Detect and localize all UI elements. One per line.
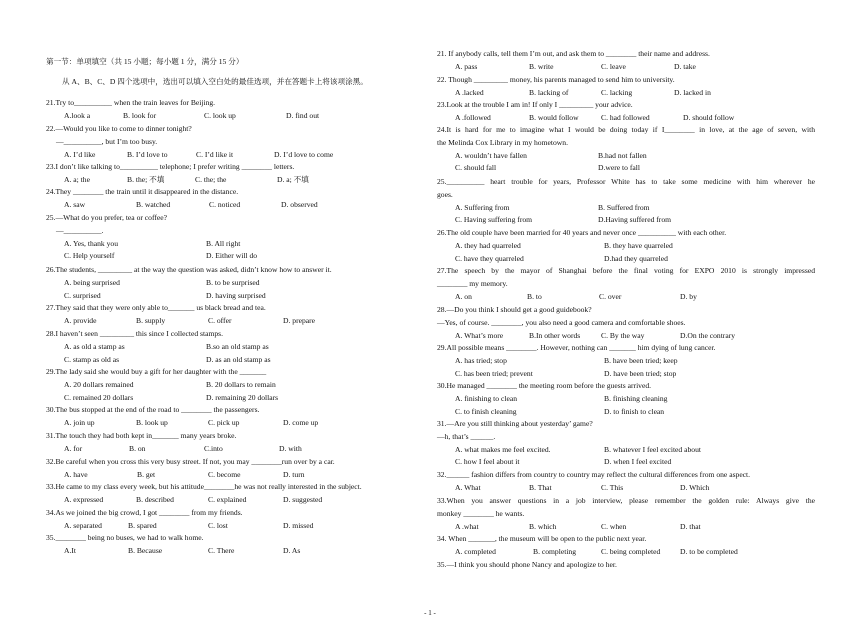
answer-option: B. would follow	[529, 112, 579, 122]
answer-option: B. look for	[123, 110, 157, 120]
answer-option: D. turn	[283, 469, 305, 479]
answer-option: A. expressed	[64, 494, 104, 504]
answer-option: D. have been tried; stop	[604, 368, 677, 378]
question-stem: monkey ________ he wants.	[437, 508, 525, 518]
question-stem: 28.I haven’t seen _________ this since I collected stamps.	[46, 329, 224, 338]
answer-option: A. 20 dollars remained	[64, 379, 134, 389]
question-stem: 29.The lady said she would buy a gift for her daughter with the _______	[46, 367, 267, 376]
answer-option: C. become	[208, 469, 241, 479]
question-stem: 24.It is hard for me to imagine what I would be doing today if I________ in love, at the age of seven, with	[437, 125, 815, 134]
answer-option: A. saw	[64, 199, 86, 209]
answer-option: C. Help yourself	[64, 251, 115, 261]
answer-option: B. I’d love to	[127, 149, 168, 159]
answer-option: A. have	[64, 469, 88, 479]
answer-option: D. observed	[281, 199, 318, 209]
answer-option: C. look up	[204, 110, 236, 120]
answer-option: D.were to fall	[598, 163, 640, 173]
question-stem: 21. If anybody calls, tell them I’m out, and ask them to ________ their name and address.	[437, 49, 710, 58]
answer-option: A. for	[64, 443, 83, 453]
answer-option: D. by	[680, 291, 697, 301]
question-stem: 23.Look at the trouble I am in! If only I _________ your advice.	[437, 100, 633, 109]
answer-option: D. as an old stamp as	[206, 354, 271, 364]
question-stem: 21.Try to__________ when the train leaves for Beijing.	[46, 98, 216, 107]
question-stem: 22.—Would you like to come to dinner tonight?	[46, 124, 192, 133]
question-stem: 28.—Do you think I should get a good guidebook?	[437, 305, 592, 314]
answer-option: B. Suffered from	[598, 202, 650, 212]
question-stem: 33.When you answer questions in a job interview, please remember the golden rule: Always give the	[437, 496, 815, 505]
question-stem: 35.________ being no buses, we had to walk home.	[46, 533, 204, 542]
answer-option: C. had followed	[601, 112, 650, 122]
answer-option: B. That	[529, 482, 552, 492]
question-stem: goes.	[437, 189, 453, 199]
answer-option: A. as old a stamp as	[64, 341, 125, 351]
answer-option: A. being surprised	[64, 277, 120, 287]
answer-option: A .what	[455, 521, 479, 531]
answer-option: D. should follow	[683, 112, 735, 122]
answer-option: B. the; 不填	[127, 174, 165, 184]
question-stem: 31.—Are you still thinking about yesterday’ game?	[437, 419, 593, 428]
answer-option: C. There	[208, 545, 235, 555]
answer-option: B. which	[529, 521, 557, 531]
answer-option: C. when	[601, 521, 627, 531]
answer-option: C. Having suffering from	[455, 215, 533, 225]
answer-option: C. the; the	[195, 174, 227, 184]
question-stem: ________ my memory.	[437, 278, 508, 288]
answer-option: D. I’d love to come	[274, 149, 334, 159]
question-stem: —Yes, of course. ________, you also need a good camera and comfortable shoes.	[437, 317, 686, 327]
answer-option: D. when I feel excited	[604, 457, 672, 467]
answer-option: D. to finish to clean	[604, 406, 665, 416]
answer-option: C. to finish cleaning	[455, 406, 517, 416]
answer-option: B. 20 dollars to remain	[206, 379, 276, 389]
answer-option: A. What	[455, 482, 481, 492]
answer-option: D. having surprised	[206, 290, 266, 300]
answer-option: C. offer	[208, 315, 232, 325]
answer-option: B. All right	[206, 238, 241, 248]
question-stem: 25.—What do you prefer, tea or coffee?	[46, 213, 167, 222]
question-stem: 25.__________ heart trouble for years, Professor White has to take some medicine with him wherever he	[437, 177, 815, 186]
answer-option: B. to	[527, 291, 542, 301]
answer-option: B.In other words	[529, 330, 581, 340]
answer-option: C. lost	[208, 520, 228, 530]
question-stem: 23.I don’t like talking to__________ telephone; I prefer writing ________ letters.	[46, 162, 295, 171]
question-stem: 30.He managed ________ the meeting room before the guests arrived.	[437, 381, 652, 390]
answer-option: A .followed	[455, 112, 491, 122]
answer-option: C. pick up	[208, 417, 240, 427]
answer-option: A. completed	[455, 546, 496, 556]
answer-option: C. has been tried; prevent	[455, 368, 533, 378]
answer-option: B. write	[529, 61, 554, 71]
question-stem: 24.They ________ the train until it disappeared in the distance.	[46, 187, 239, 196]
answer-option: A. join up	[64, 417, 95, 427]
answer-option: C. By the way	[601, 330, 645, 340]
answer-option: B. they have quarreled	[604, 240, 673, 250]
answer-option: B. whatever I feel excited about	[604, 444, 701, 454]
answer-option: D.On the contrary	[680, 330, 736, 340]
answer-option: A.look a	[64, 110, 91, 120]
answer-option: A. Yes, thank you	[64, 238, 119, 248]
answer-option: A. finishing to clean	[455, 393, 518, 403]
question-stem: 32.Be careful when you cross this very busy street. If not, you may ________run over by a car.	[46, 457, 335, 466]
answer-option: A. separated	[64, 520, 102, 530]
answer-option: C. should fall	[455, 163, 497, 173]
answer-option: A. Suffering from	[455, 202, 510, 212]
answer-option: B. completing	[533, 546, 577, 556]
answer-option: A. I’d like	[64, 149, 96, 159]
answer-option: A. they had quarreled	[455, 240, 521, 250]
answer-option: B.had not fallen	[598, 150, 647, 160]
answer-option: B. get	[137, 469, 156, 479]
section-instruction: 从 A、B、C、D 四个选项中，选出可以填入空白处的最佳选项，并在答题卡上将该项涂黑。	[62, 77, 368, 86]
question-stem: 26.The students, _________ at the way the question was asked, didn’t know how to answer it.	[46, 265, 332, 274]
answer-option: B. spared	[128, 520, 157, 530]
question-stem: —h, that’s ______.	[437, 431, 496, 441]
answer-option: B. finishing cleaning	[604, 393, 668, 403]
question-stem: 30.The bus stopped at the end of the road to ________ the passengers.	[46, 405, 260, 414]
answer-option: C. have they quarreled	[455, 253, 524, 263]
answer-option: D. find out	[286, 110, 320, 120]
answer-option: A. a; the	[64, 174, 90, 184]
question-stem: 27.They said that they were only able to_______ us black bread and tea.	[46, 303, 266, 312]
answer-option: B. on	[129, 443, 146, 453]
question-stem: 31.The touch they had both kept in_______ many years broke.	[46, 431, 237, 440]
question-stem: the Melinda Cox Library in my hometown.	[437, 137, 568, 147]
answer-option: A. wouldn’t have fallen	[455, 150, 527, 160]
answer-option: D. prepare	[283, 315, 316, 325]
answer-option: C. stamp as old as	[64, 354, 120, 364]
answer-option: D. lacked in	[674, 87, 711, 97]
answer-option: D. take	[674, 61, 696, 71]
answer-option: A. what makes me feel excited.	[455, 444, 551, 454]
question-stem: 33.He came to my class every week, but his attitude________he was not really interested in the subject.	[46, 482, 362, 491]
answer-option: A .lacked	[455, 87, 484, 97]
answer-option: D. As	[283, 545, 301, 555]
answer-option: D. missed	[283, 520, 314, 530]
answer-option: C. noticed	[209, 199, 241, 209]
answer-option: D. that	[680, 521, 701, 531]
question-stem: 34.As we joined the big crowd, I got ________ from my friends.	[46, 508, 243, 517]
answer-option: C. being completed	[601, 546, 661, 556]
answer-option: A. has tried; stop	[455, 355, 507, 365]
answer-option: C. This	[601, 482, 624, 492]
question-stem: 29.All possible means ________. However, nothing can _______ him dying of lung cancer.	[437, 343, 716, 352]
answer-option: D.had they quarreled	[604, 253, 668, 263]
question-stem: 32.______ fashion differs from country to country may reflect the cultural differences from one aspect.	[437, 470, 751, 479]
question-stem: 35.—I think you should phone Nancy and apologize to her.	[437, 560, 617, 569]
answer-option: C. surprised	[64, 290, 101, 300]
answer-option: C. over	[599, 291, 622, 301]
answer-option: D. with	[279, 443, 302, 453]
answer-option: C. leave	[601, 61, 626, 71]
answer-option: D. remaining 20 dollars	[206, 392, 279, 402]
answer-option: B.so an old stamp as	[206, 341, 269, 351]
question-stem: 22. Though _________ money, his parents managed to send him to university.	[437, 75, 675, 84]
question-stem: 27.The speech by the mayor of Shanghai before the final voting for EXPO 2010 is strongly impressed	[437, 266, 815, 275]
answer-option: A. pass	[455, 61, 478, 71]
answer-option: B. to be surprised	[206, 277, 260, 287]
answer-option: C. I’d like it	[196, 149, 234, 159]
question-stem: 26.The old couple have been married for 40 years and never once __________ with each other.	[437, 228, 727, 237]
answer-option: C. explained	[208, 494, 247, 504]
answer-option: D.Having suffered from	[598, 215, 672, 225]
answer-option: C. lacking	[601, 87, 633, 97]
answer-option: A. provide	[64, 315, 97, 325]
answer-option: D. Either will do	[206, 251, 258, 261]
answer-option: A.It	[64, 545, 77, 555]
answer-option: D. suggested	[283, 494, 323, 504]
answer-option: C. remained 20 dollars	[64, 392, 134, 402]
answer-option: B. look up	[136, 417, 168, 427]
answer-option: B. Because	[128, 545, 163, 555]
answer-option: B. lacking of	[529, 87, 569, 97]
page-number: - 1 -	[424, 609, 436, 617]
answer-option: D. to be completed	[680, 546, 738, 556]
answer-option: B. have been tried; keep	[604, 355, 678, 365]
answer-option: D. a; 不填	[277, 174, 309, 184]
section-title: 第一节：单项填空（共 15 小题；每小题 1 分，满分 15 分）	[46, 57, 244, 66]
answer-option: A. on	[455, 291, 472, 301]
question-stem: 34. When _______, the museum will be open to the public next year.	[437, 534, 647, 543]
answer-option: B. supply	[136, 315, 166, 325]
answer-option: D. Which	[680, 482, 710, 492]
question-stem: —__________, but I’m too busy.	[56, 136, 158, 146]
answer-option: B. watched	[136, 199, 171, 209]
answer-option: C. how I feel about it	[455, 457, 520, 467]
question-stem: —__________.	[56, 225, 104, 235]
answer-option: A. What’s more	[455, 330, 504, 340]
answer-option: C.into	[204, 443, 223, 453]
answer-option: B. described	[136, 494, 174, 504]
answer-option: D. come up	[283, 417, 319, 427]
